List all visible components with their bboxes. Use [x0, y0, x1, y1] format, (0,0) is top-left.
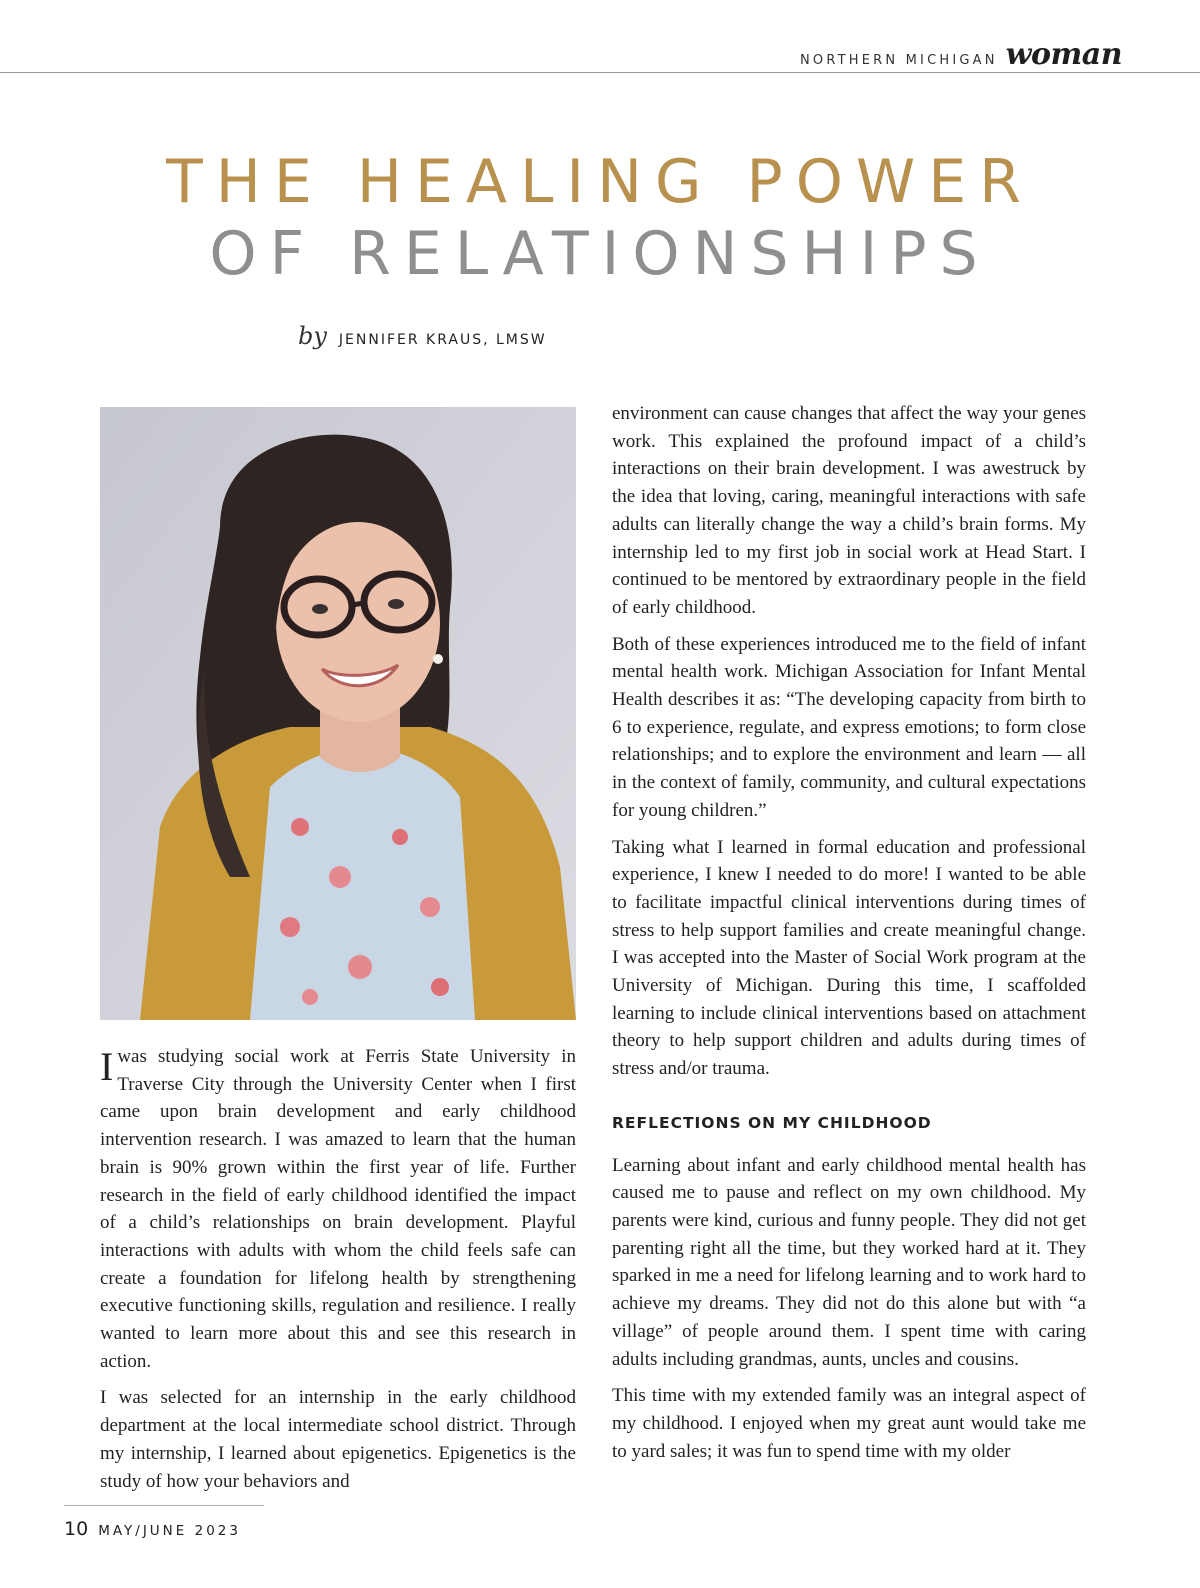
section-subheading: REFLECTIONS ON MY CHILDHOOD [612, 1113, 932, 1132]
page-number: 10 [64, 1518, 89, 1540]
author-photo [100, 407, 576, 1020]
headline-line-2: OF RELATIONSHIPS [209, 219, 991, 289]
masthead-script-logo: woman [1005, 37, 1122, 72]
headline-line-1: THE HEALING POWER [166, 147, 1034, 217]
paragraph-text: was studying social work at Ferris State University in Traverse City through the University Center when I first came upon brain development and early childhood intervention research. I was amazed to learn that the human brain is 90% grown within the first year of life. Further research in the field of early childhood identified the impact of a child’s relationships on brain development. Playful interactions with adults with whom the child feels safe can create a foundation for lifelong health by strengthening executive functioning skills, regulation and resilience. I really wanted to learn more about this and see this research in action. [100, 1046, 576, 1372]
paragraph: Both of these experiences introduced me to the field of infant mental health work. Michigan Association for Infant Mental Health describes it as: “The developing capacity from birth to 6 to experience, regulate, and express emotions; to form close relationships; and to explore the environment and learn — all in the context of family, community, and cultural expectations for young children.” [612, 633, 1086, 821]
paragraph: Learning about infant and early childhood mental health has caused me to pause and reflect on my own childhood. My parents were kind, curious and funny people. They did not get parenting right all the time, but they worked hard at it. They sparked in me a need for lifelong learning and to work hard to achieve my dreams. They did not do this alone but with “a village” of people around them. I spent time with caring adults including grandmas, aunts, uncles and cousins. [612, 1154, 1086, 1370]
article-headline [0, 146, 1200, 290]
paragraph: Taking what I learned in formal education and professional experience, I knew I needed to do more! I wanted to be able to facilitate impactful clinical interventions during times of stress to help support families and create meaningful change. I was accepted into the Master of Social Work program at the University of Michigan. During this time, I scaffolded learning to include clinical interventions based on attachment theory to help support children and adults during times of stress and/or trauma. [612, 836, 1086, 1080]
issue-date: MAY/JUNE 2023 [98, 1523, 241, 1539]
drop-cap: I [100, 1044, 114, 1089]
page-footer [64, 1518, 241, 1540]
paragraph [100, 1043, 576, 1375]
byline [298, 322, 547, 350]
byline-author: JENNIFER KRAUS, LMSW [338, 332, 547, 348]
paragraph: I was selected for an internship in the early childhood department at the local intermediate school district. Through my internship, I learned about epigenetics. Epigenetics is the study of how your behaviors and [100, 1387, 576, 1492]
masthead-publication-name: NORTHERN MICHIGAN [799, 53, 998, 68]
header-divider [0, 72, 1200, 73]
byline-by: by [298, 322, 327, 350]
paragraph: This time with my extended family was an integral aspect of my childhood. I enjoyed when my great aunt would take me to yard sales; it was fun to spend time with my older [612, 1385, 1086, 1462]
article-column-left [100, 1043, 576, 1504]
footer-divider [64, 1505, 264, 1506]
masthead [799, 37, 1122, 72]
article-column-right [612, 400, 1086, 1474]
paragraph: environment can cause changes that affect the way your genes work. This explained the profound impact of a child’s interactions on their brain development. I was awestruck by the idea that loving, caring, meaningful interactions with safe adults can literally change the way a child’s brain forms. My internship led to my first job in social work at Head Start. I continued to be mentored by extraordinary people in the field of early childhood. [612, 403, 1086, 618]
